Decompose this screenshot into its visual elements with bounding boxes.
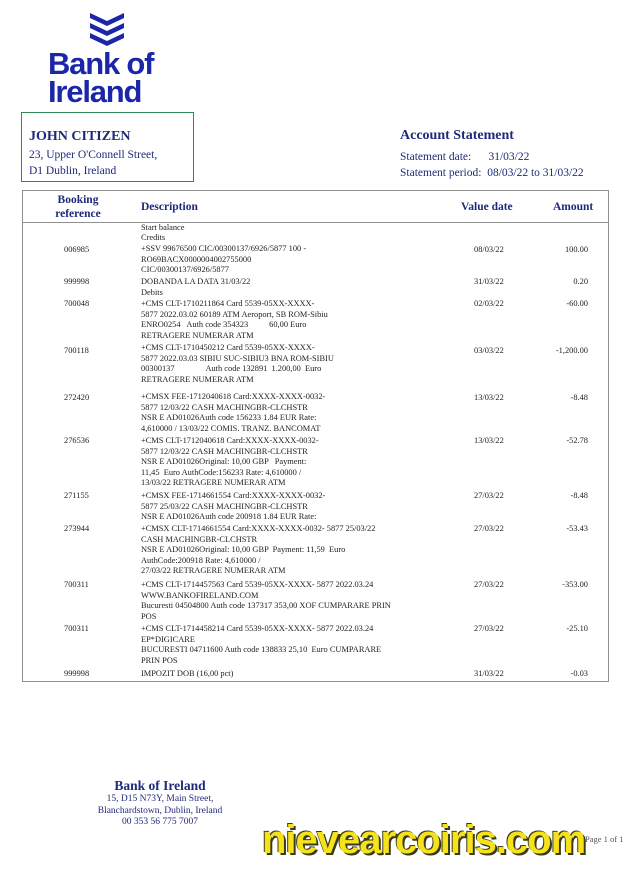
row-reference: 273944	[64, 524, 90, 533]
header-value-date: Value date	[461, 201, 513, 213]
row-value-date: 27/03/22	[474, 524, 504, 533]
customer-address-line-1: 23, Upper O'Connell Street,	[29, 149, 158, 161]
footer-bank-name: Bank of Ireland	[114, 778, 206, 793]
header-description: Description	[141, 201, 198, 213]
row-description: +SSV 99676500 CIC/00300137/6926/5877 100 - RO69BACX0000004002755000 CIC/00300137/6926/5877	[141, 244, 307, 274]
bank-footer-address	[60, 778, 260, 829]
row-reference: 272420	[64, 393, 90, 402]
watermark: nievearcoiris.com	[262, 818, 586, 862]
logo-wordmark: Bank of Ireland	[48, 46, 154, 109]
row-reference: 700311	[64, 580, 89, 589]
row-amount: -53.43	[566, 524, 588, 533]
row-value-date: 27/03/22	[474, 491, 504, 500]
row-description: +CMS CLT-1710211864 Card 5539-05XX-XXXX- 5877 2022.03.02 60189 ATM Aeroport, SB ROM-Sibiu ENRO0254 Auth code 354323 60,00 Euro RETRAGERE NUMERAR ATM	[141, 299, 328, 340]
footer-line-1: 15, D15 N73Y, Main Street,	[106, 794, 214, 804]
row-reference: 006985	[64, 245, 90, 254]
row-amount: -60.00	[566, 299, 588, 308]
customer-name: JOHN CITIZEN	[29, 129, 131, 144]
statement-date: Statement date: 31/03/22	[400, 151, 530, 163]
statement-title: Account Statement	[400, 128, 514, 143]
row-description: +CMS CLT-1712040618 Card:XXXX-XXXX-0032- 5877 12/03/22 CASH MACHINGBR-CLCHSTR NSR E AD01026Original: 10,00 GBP Payment: 11,45 Euro AuthCode:156233 Rate: 4,610000 / 13/03/22 RETRAGERE NUMERAR ATM	[141, 436, 319, 487]
page-number: Page 1 of 1	[585, 834, 624, 844]
row-description: +CMS CLT-1714457563 Card 5539-05XX-XXXX- 5877 2022.03.24 WWW.BANKOFIRELAND.COM Bucuresti 04504800 Auth code 137317 353,00 XOF CUMPARARE PRIN POS	[141, 580, 391, 621]
row-description: +CMSX FEE-1712040618 Card:XXXX-XXXX-0032- 5877 12/03/22 CASH MACHINGBR-CLCHSTR NSR E AD01026Auth code 156233 1.84 EUR Rate: 4,610000 / 13/03/22 COMIS. TRANZ. BANCOMAT	[141, 392, 326, 433]
row-value-date: 03/03/22	[474, 346, 504, 355]
row-value-date: 08/03/22	[474, 245, 504, 254]
row-reference: 271155	[64, 491, 89, 500]
chevron-stack-icon	[88, 12, 126, 46]
row-description: +CMSX CLT-1714661554 Card:XXXX-XXXX-0032- 5877 25/03/22 CASH MACHINGBR-CLCHSTR NSR E AD01026Original: 10,00 GBP Payment: 11,59 Euro AuthCode:200918 Rate: 4,610000 / 27/03/22 RETRAGERE NUMERAR ATM	[141, 524, 376, 575]
header-divider	[22, 222, 609, 223]
row-amount: -353.00	[562, 580, 588, 589]
row-description: DOBANDA LA DATA 31/03/22	[141, 277, 251, 286]
statement-period: Statement period: 08/03/22 to 31/03/22	[400, 167, 584, 179]
header-amount: Amount	[553, 201, 594, 213]
row-value-date: 27/03/22	[474, 580, 504, 589]
customer-address-line-2: D1 Dublin, Ireland	[29, 165, 117, 177]
row-value-date: 31/03/22	[474, 277, 504, 286]
row-description: Debits	[141, 288, 163, 297]
row-value-date: 31/03/22	[474, 669, 504, 678]
row-reference: 700048	[64, 299, 90, 308]
row-description: +CMS CLT-1714458214 Card 5539-05XX-XXXX- 5877 2022.03.24 EP*DIGICARE BUCURESTI 04711600 Auth code 138833 25,10 Euro CUMPARARE PRIN POS	[141, 624, 382, 665]
row-amount: -52.78	[566, 436, 588, 445]
row-description: Start balance	[141, 223, 185, 232]
row-value-date: 02/03/22	[474, 299, 504, 308]
row-description: +CMSX FEE-1714661554 Card:XXXX-XXXX-0032- 5877 25/03/22 CASH MACHINGBR-CLCHSTR NSR E AD01026Auth code 200918 1.84 EUR Rate:	[141, 491, 326, 521]
statement-info	[400, 128, 584, 181]
row-value-date: 13/03/22	[474, 436, 504, 445]
row-description: +CMS CLT-1710450212 Card 5539-05XX-XXXX- 5877 2022.03.03 SIBIU SUC-SIBIU3 BNA ROM-SIBIU 00300137 Auth code 132891 1.200,00 Euro RETRAGERE NUMERAR ATM	[141, 343, 334, 384]
row-reference: 276536	[64, 436, 90, 445]
row-amount: 100.00	[564, 245, 588, 254]
row-amount: -1,200.00	[555, 346, 588, 355]
row-reference: 999998	[64, 277, 90, 286]
footer-line-2: Blanchardstown, Dublin, Ireland	[97, 805, 223, 816]
row-amount: -0.03	[570, 669, 588, 678]
row-value-date: 27/03/22	[474, 624, 504, 633]
row-value-date: 13/03/22	[474, 393, 504, 402]
customer-address-box	[21, 112, 194, 182]
row-reference: 999998	[64, 669, 90, 678]
footer-phone: 00 353 56 775 7007	[122, 817, 198, 827]
row-description: Credits	[141, 233, 166, 242]
header-booking-reference: Booking reference	[55, 194, 101, 220]
row-reference: 700118	[64, 346, 89, 355]
row-amount: -25.10	[566, 624, 588, 633]
row-amount: -8.48	[570, 393, 588, 402]
row-description: IMPOZIT DOB (16,00 pct)	[141, 669, 234, 678]
row-reference: 700311	[64, 624, 89, 633]
row-amount: -8.48	[570, 491, 588, 500]
row-amount: 0.20	[573, 277, 588, 286]
